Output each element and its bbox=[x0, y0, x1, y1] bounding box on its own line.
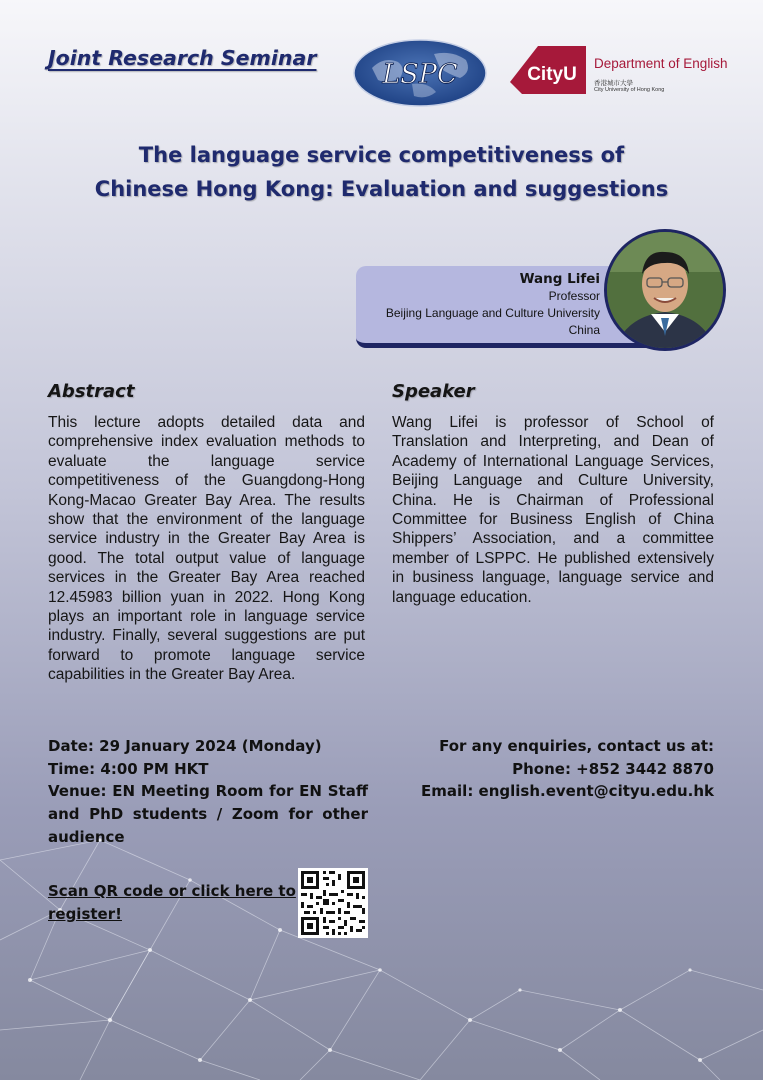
speaker-role: Professor bbox=[548, 289, 600, 303]
speaker-portrait-icon bbox=[607, 232, 723, 348]
register-link[interactable]: Scan QR code or click here to register! bbox=[48, 882, 296, 923]
university-name-english: City University of Hong Kong bbox=[594, 87, 665, 93]
event-details bbox=[48, 735, 368, 849]
lspc-logo-text: LSPC bbox=[382, 59, 458, 90]
event-date: Date: 29 January 2024 (Monday) bbox=[48, 737, 322, 755]
event-venue: Venue: EN Meeting Room for EN Staff and PhD students / Zoom for other audience bbox=[48, 782, 368, 846]
speaker-name: Wang Lifei bbox=[519, 271, 600, 287]
speaker-bio: Wang Lifei is professor of School of Translation and Interpreting, and Dean of Academy of International Language Services, Beijing Language and Culture University, China. He is Chairman of Professional Committee for Business English of China Shippers’ Association, and a committee member of LSPPC. He published extensively in business language, language service and language education. bbox=[392, 414, 714, 606]
abstract-heading: Abstract bbox=[48, 381, 135, 402]
university-name-chinese: 香港城市大學 bbox=[594, 79, 633, 87]
abstract-text: This lecture adopts detailed data and comprehensive index evaluation methods to evaluate the language service competitiveness of the Guangdong-Hong Kong-Macao Greater Bay Area. The results show that the environment of the language service industry in the Greater Bay Area is good. The total output value of language services in the Greater Bay Area reached 12.45983 billion yuan in 2022. Hong Kong plays an important role in language service industry. Finally, several suggestions are put forward to promote language service capabilities in the Greater Bay Area. bbox=[48, 414, 365, 684]
talk-title bbox=[40, 138, 723, 206]
cityu-emblem-text: CityU bbox=[527, 64, 577, 85]
speaker-photo bbox=[604, 229, 726, 351]
speaker-affiliation: Beijing Language and Culture University bbox=[385, 306, 600, 320]
seminar-series-title: Joint Research Seminar bbox=[48, 46, 317, 70]
speaker-card-info bbox=[386, 271, 600, 339]
contact-heading: For any enquiries, contact us at: bbox=[439, 737, 714, 755]
network-background bbox=[0, 820, 763, 1080]
event-time: Time: 4:00 PM HKT bbox=[48, 759, 209, 778]
department-name: Department of English bbox=[594, 56, 728, 71]
cityu-department-logo bbox=[508, 42, 728, 98]
qr-code-icon[interactable] bbox=[298, 868, 368, 938]
talk-title-line-1: The language service competitiveness of bbox=[138, 143, 625, 167]
talk-title-line-2: Chinese Hong Kong: Evaluation and suggestions bbox=[94, 177, 669, 201]
contact-phone: Phone: +852 3442 8870 bbox=[512, 759, 714, 778]
contact-info bbox=[421, 735, 714, 803]
speaker-heading: Speaker bbox=[392, 381, 475, 402]
contact-email[interactable]: Email: english.event@cityu.edu.hk bbox=[421, 782, 714, 801]
cityu-emblem bbox=[508, 42, 592, 98]
speaker-country: China bbox=[568, 323, 600, 337]
lspc-logo bbox=[352, 38, 488, 108]
